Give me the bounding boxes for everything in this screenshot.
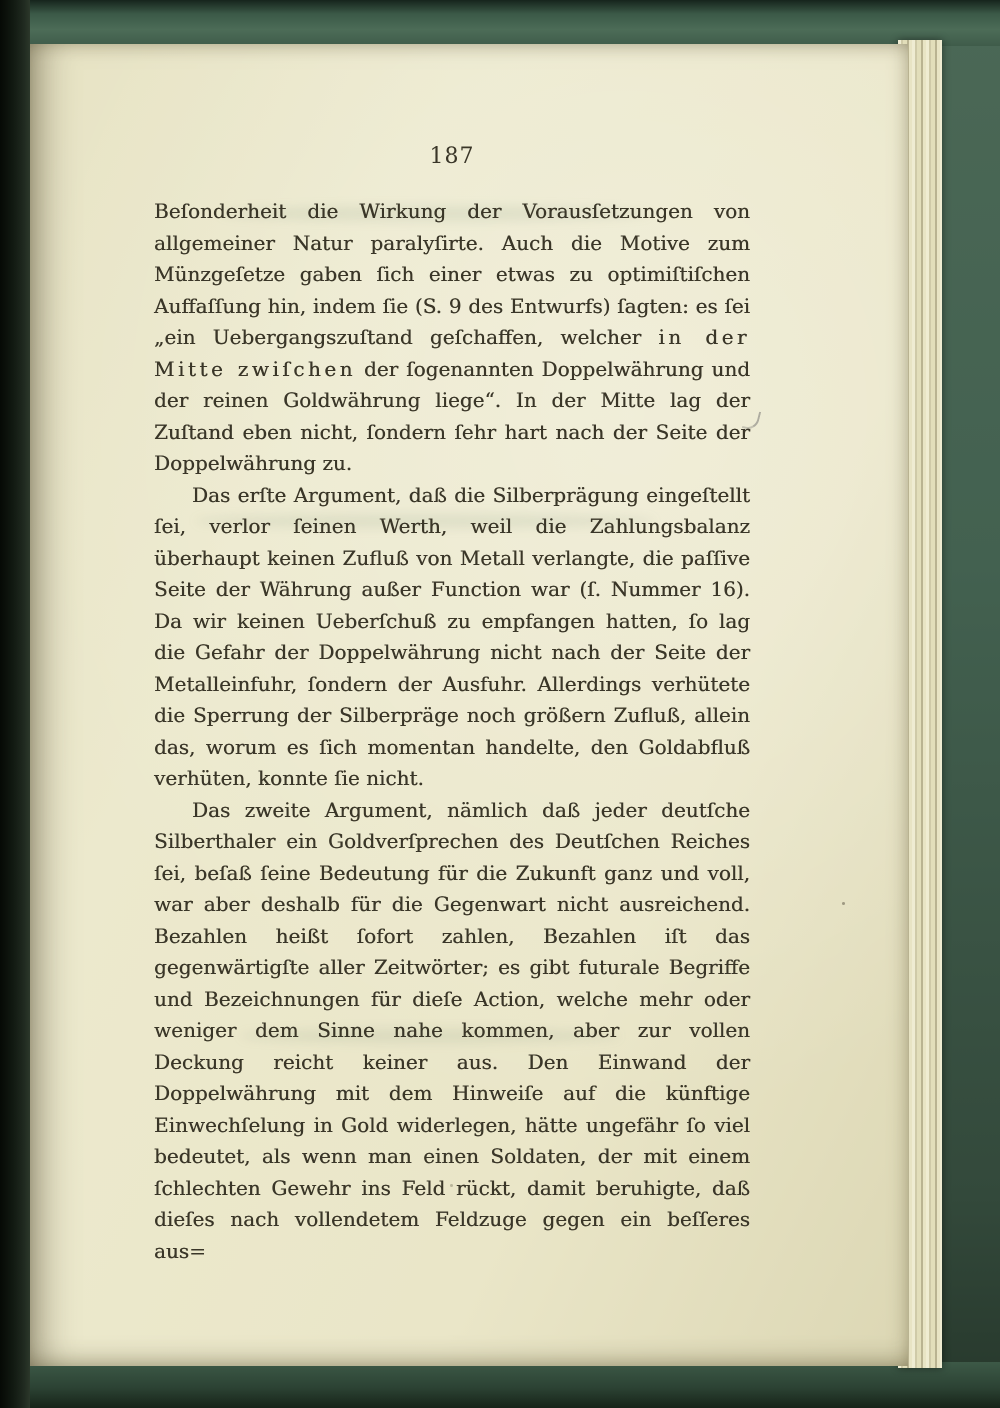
book-cover-bottom-edge <box>0 1362 1000 1408</box>
book-page <box>30 44 908 1366</box>
book-cover-top-edge <box>0 0 1000 46</box>
page-number: 187 <box>429 144 475 169</box>
emphasized-phrase: in der Mitte zwiſchen <box>154 325 750 381</box>
paper-speck <box>842 902 845 905</box>
book-gutter-shadow <box>0 0 30 1408</box>
paragraph-3: Das zweite Argument, nämlich daß jeder deutſche Silberthaler ein Goldverſprechen des Deutſchen Reiches ſei, beſaß ſeine Bedeutung für die Zukunft ganz und voll, war aber deshalb für die Gegenwart nicht ausreichend. Bezahlen heißt ſofort zahlen, Bezahlen iſt das gegenwärtigſte aller Zeitwörter; es gibt futurale Begriffe und Bezeichnungen für dieſe Action, welche mehr oder weniger dem Sinne nahe kommen, aber zur vollen Deckung reicht keiner aus. Den Einwand der Doppelwährung mit dem Hinweiſe auf die künftige Einwechſelung in Gold widerlegen, hätte ungefähr ſo viel bedeutet, als wenn man einen Soldaten, der mit einem ſchlechten Gewehr ins Feld rückt, damit beruhigte, daß dieſes nach vollendetem Feldzuge gegen ein beſſeres aus= <box>154 797 750 1263</box>
paragraph-2: Das erſte Argument, daß die Silberprägung eingeſtellt ſei, verlor ſeinen Werth, weil die Zahlungsbalanz überhaupt keinen Zufluß von Metall verlangte, die paſſive Seite der Währung außer Function war (ſ. Nummer 16). Da wir keinen Ueberſchuß zu empfangen hatten, ſo lag die Gefahr der Doppelwährung nicht nach der Seite der Metalleinfuhr, ſondern der Ausfuhr. Allerdings verhütete die Sperrung der Silberpräge noch größern Zufluß, allein das, worum es ſich momentan handelte, den Goldabfluß verhüten, konnte ſie nicht. <box>154 482 750 790</box>
paragraph-text-segment: der ſogenannten Doppelwährung und der reinen Goldwährung liege“. In der Mitte lag der Zuſtand eben nicht, ſondern ſehr hart nach der Seite der Doppelwährung zu. <box>154 356 750 475</box>
page-text-block <box>154 196 750 1267</box>
paragraph-text-segment: Beſonderheit die Wirkung der Vorausſetzungen von allgemeiner Natur paralyſirte. Auch die Motive zum Münzgeſetze gaben ſich einer etwas zu optimiſtiſchen Auffaſſung hin, indem ſie (S. 9 des Entwurfs) ſagten: es ſei „ein Uebergangszuſtand geſchaffen, welcher <box>154 199 750 349</box>
paragraph-1 <box>154 196 750 480</box>
book-cover-right-edge <box>934 0 1000 1408</box>
